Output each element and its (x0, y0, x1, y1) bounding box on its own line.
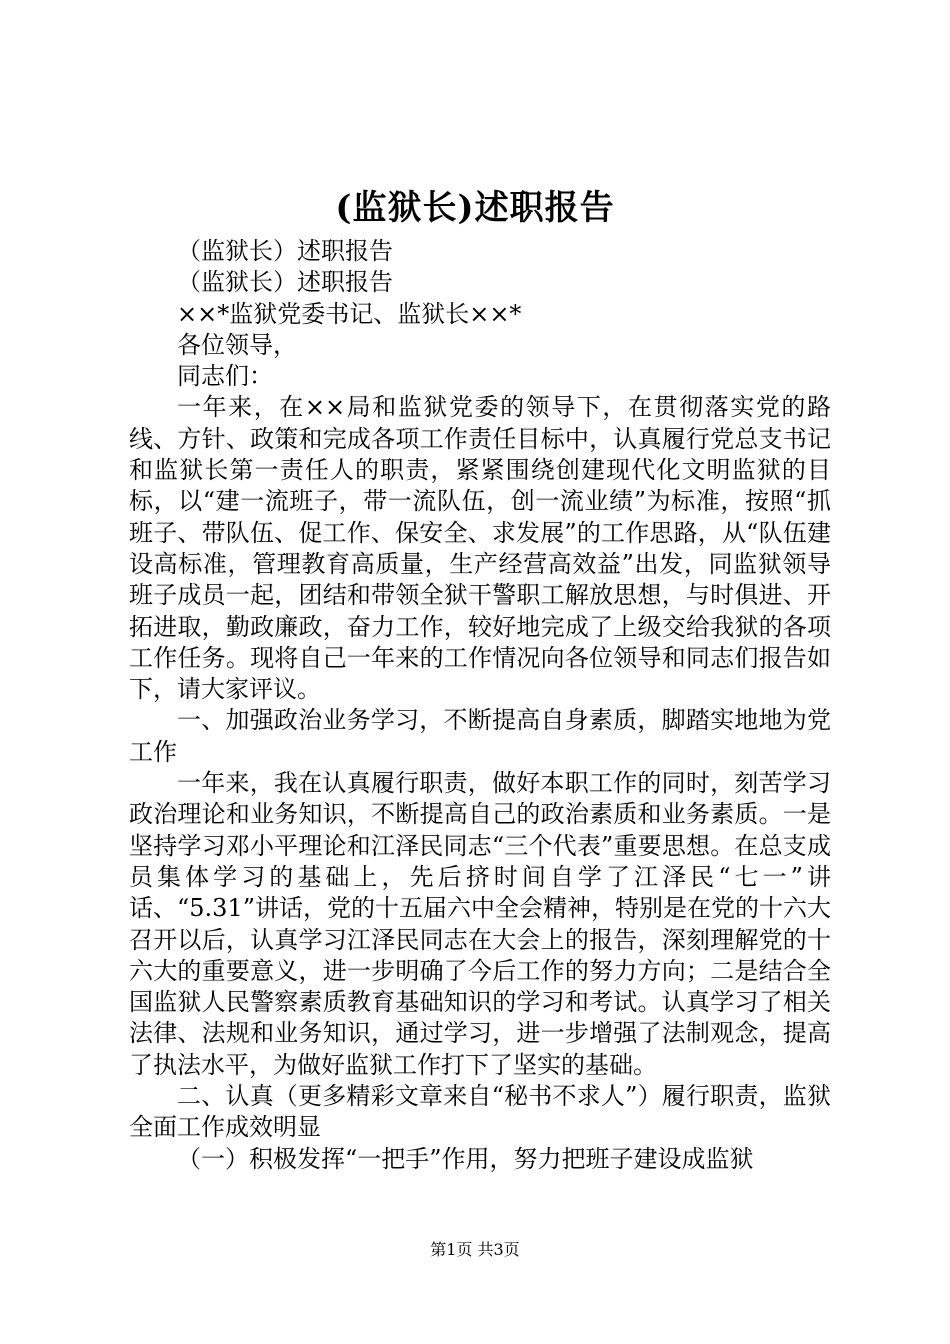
page-footer: 第1页 共3页 (430, 1240, 520, 1259)
section-heading-1: 一、加强政治业务学习，不断提高自身素质，脚踏实地地为党工作 (129, 706, 831, 766)
section-heading-2: 二、认真（更多精彩文章来自“秘书不求人”）履行职责，监狱全面工作成效明显 (129, 1082, 831, 1142)
paragraph-subtitle-2: （监狱长）述职报告 (177, 268, 393, 297)
document-title: (监狱长)述职报告 (335, 188, 615, 228)
document-body (129, 236, 831, 1175)
paragraph-salutation-2: 同志们： (177, 362, 273, 391)
paragraph-author: ××*监狱党委书记、监狱长××* (177, 299, 522, 328)
subsection-heading-1: （一）积极发挥“一把手”作用，努力把班子建设成监狱 (177, 1144, 754, 1173)
paragraph-subtitle-1: （监狱长）述职报告 (177, 237, 393, 265)
paragraph-intro: 一年来，在××局和监狱党委的领导下，在贯彻落实党的路线、方针、政策和完成各项工作责任目标中，认真履行党总支书记和监狱长第一责任人的职责，紧紧围绕创建现代化文明监狱的目标，以“建一流班子，带一流队伍，创一流业绩”为标准，按照“抓班子、带队伍、促工作、保安全、求发展”的工作思路，从“队伍建设高标准，管理教育高质量，生产经营高效益”出发，同监狱领导班子成员一起，团结和带领全狱干警职工解放思想，与时俱进、开拓进取，勤政廉政，奋力工作，较好地完成了上级交给我狱的各项工作任务。现将自己一年来的工作情况向各位领导和同志们报告如下，请大家评议。 (129, 393, 831, 704)
paragraph-section-1: 一年来，我在认真履行职责，做好本职工作的同时，刻苦学习政治理论和业务知识，不断提高自己的政治素质和业务素质。一是坚持学习邓小平理论和江泽民同志“三个代表”重要思想。在总支成员集体学习的基础上，先后挤时间自学了江泽民“七一”讲话、“5.31”讲话，党的十五届六中全会精神，特别是在党的十六大召开以后，认真学习江泽民同志在大会上的报告，深刻理解党的十六大的重要意义，进一步明确了今后工作的努力方向；二是结合全国监狱人民警察素质教育基础知识的学习和考试。认真学习了相关法律、法规和业务知识，通过学习，进一步增强了法制观念，提高了执法水平，为做好监狱工作打下了坚实的基础。 (129, 769, 831, 1079)
paragraph-salutation-1: 各位领导， (177, 330, 297, 359)
